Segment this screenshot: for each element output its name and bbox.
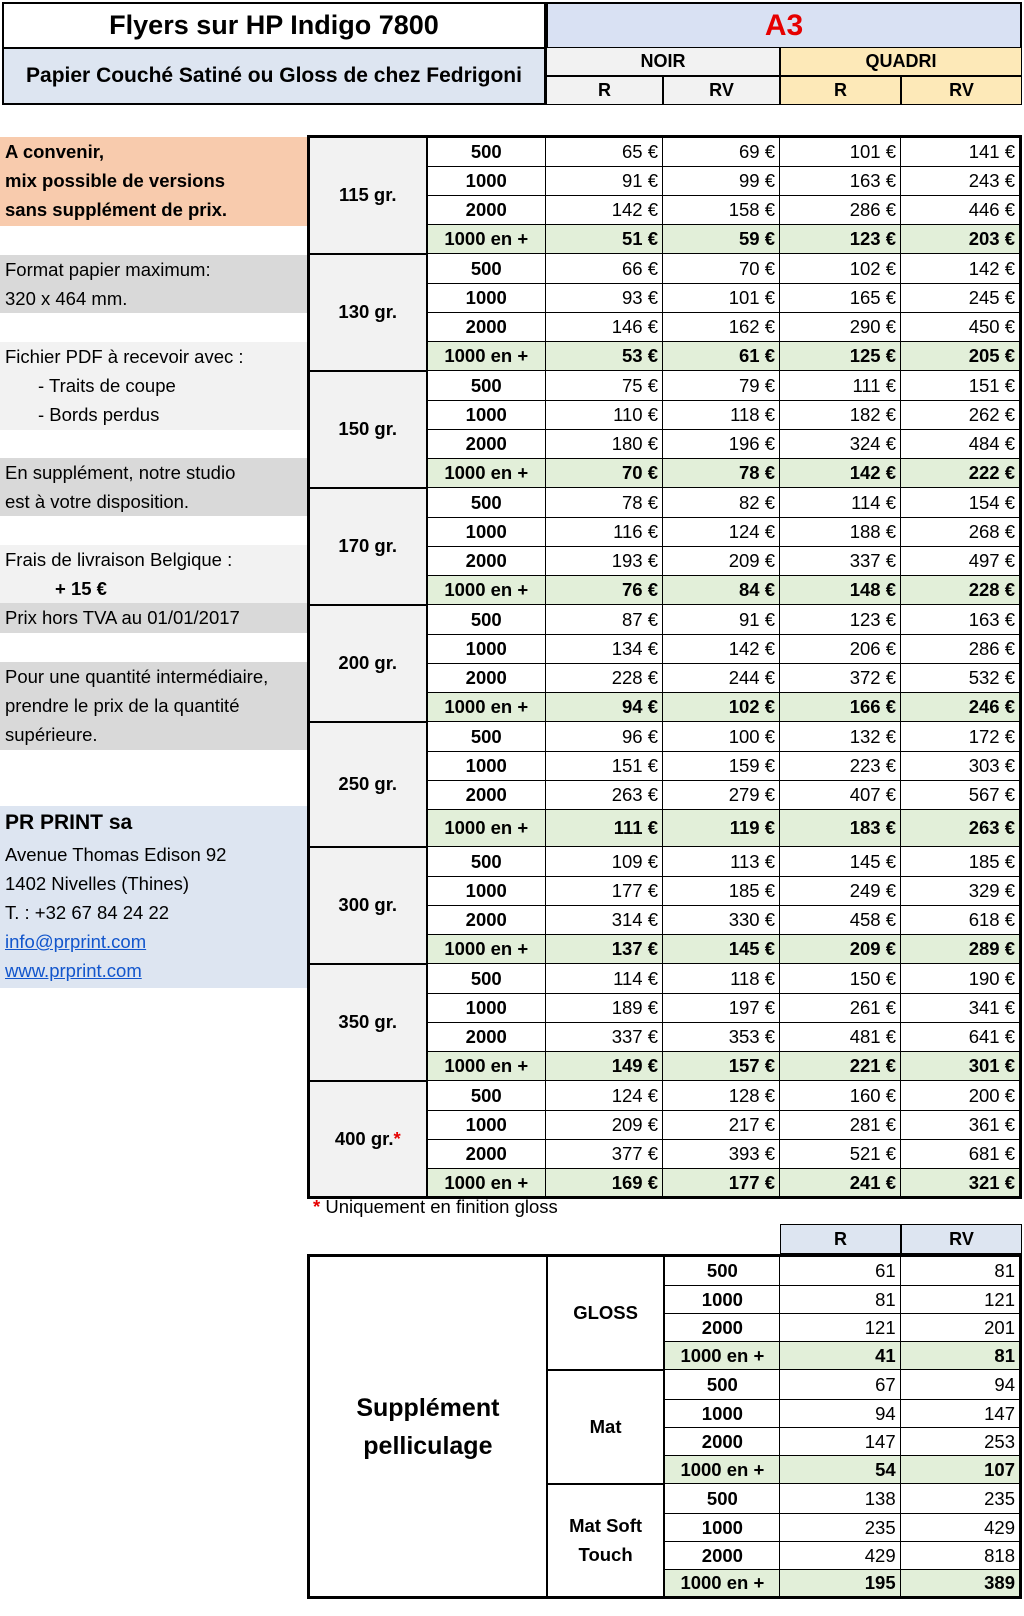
price-cell: 321 € xyxy=(901,1169,1021,1198)
finish-label: Mat xyxy=(547,1370,665,1484)
price-cell: 93 € xyxy=(546,284,663,313)
price-cell: 314 € xyxy=(546,906,663,935)
price-cell: 113 € xyxy=(663,847,780,877)
price-cell: 303 € xyxy=(901,752,1021,781)
quantity-cell: 1000 xyxy=(427,877,546,906)
price-cell: 141 € xyxy=(901,137,1021,167)
supplement-cell: 41 xyxy=(780,1342,900,1370)
price-cell: 290 € xyxy=(780,313,901,342)
price-cell: 228 € xyxy=(546,664,663,693)
price-cell: 123 € xyxy=(780,225,901,254)
price-row xyxy=(309,1081,1021,1111)
quantity-cell: 2000 xyxy=(427,196,546,225)
price-cell: 124 € xyxy=(663,518,780,547)
quantity-cell: 2000 xyxy=(427,1023,546,1052)
quantity-cell: 1000 xyxy=(664,1514,779,1542)
quantity-cell: 1000 en + xyxy=(427,1052,546,1081)
price-cell: 193 € xyxy=(546,547,663,576)
price-cell: 183 € xyxy=(780,810,901,847)
price-cell: 222 € xyxy=(901,459,1021,488)
quadri-header: QUADRI xyxy=(780,47,1022,76)
price-cell: 76 € xyxy=(546,576,663,605)
price-cell: 70 € xyxy=(546,459,663,488)
price-cell: 102 € xyxy=(663,693,780,722)
weight-label: 130 gr. xyxy=(309,254,427,371)
price-cell: 114 € xyxy=(546,964,663,994)
website-link[interactable]: www.prprint.com xyxy=(5,960,142,981)
price-cell: 172 € xyxy=(901,722,1021,752)
price-cell: 497 € xyxy=(901,547,1021,576)
quantity-cell: 1000 xyxy=(427,994,546,1023)
quantity-cell: 1000 en + xyxy=(664,1456,779,1484)
format-label: A3 xyxy=(546,2,1022,49)
price-cell: 221 € xyxy=(780,1052,901,1081)
price-row xyxy=(309,722,1021,752)
quantity-cell: 2000 xyxy=(427,430,546,459)
email-link[interactable]: info@prprint.com xyxy=(5,931,147,952)
quantity-cell: 2000 xyxy=(664,1542,779,1570)
price-cell: 111 € xyxy=(546,810,663,847)
price-cell: 78 € xyxy=(663,459,780,488)
supplement-cell: 195 xyxy=(780,1570,900,1598)
price-cell: 100 € xyxy=(663,722,780,752)
quantity-cell: 2000 xyxy=(427,664,546,693)
price-cell: 142 € xyxy=(663,635,780,664)
price-cell: 209 € xyxy=(780,935,901,964)
price-cell: 110 € xyxy=(546,401,663,430)
price-cell: 263 € xyxy=(901,810,1021,847)
price-cell: 361 € xyxy=(901,1111,1021,1140)
supplement-cell: 81 xyxy=(900,1342,1020,1370)
quantity-cell: 1000 en + xyxy=(664,1570,779,1598)
price-cell: 53 € xyxy=(546,342,663,371)
weight-label: 300 gr. xyxy=(309,847,427,964)
finish-label: Mat Soft Touch xyxy=(547,1484,665,1598)
price-cell: 101 € xyxy=(780,137,901,167)
supplement-cell: 94 xyxy=(900,1370,1020,1400)
price-cell: 268 € xyxy=(901,518,1021,547)
page-title: Flyers sur HP Indigo 7800 xyxy=(2,2,546,49)
price-cell: 286 € xyxy=(901,635,1021,664)
price-cell: 263 € xyxy=(546,781,663,810)
price-cell: 372 € xyxy=(780,664,901,693)
studio-note: En supplément, notre studio est à votre disposition. xyxy=(0,458,307,516)
quadri-r-header: R xyxy=(780,76,901,105)
price-cell: 160 € xyxy=(780,1081,901,1111)
price-row xyxy=(309,254,1021,284)
price-cell: 481 € xyxy=(780,1023,901,1052)
price-cell: 163 € xyxy=(901,605,1021,635)
price-cell: 124 € xyxy=(546,1081,663,1111)
supplement-cell: 81 xyxy=(780,1286,900,1314)
price-cell: 149 € xyxy=(546,1052,663,1081)
price-cell: 286 € xyxy=(780,196,901,225)
quantity-cell: 2000 xyxy=(427,906,546,935)
noir-r-header: R xyxy=(546,76,663,105)
supplement-cell: 235 xyxy=(780,1514,900,1542)
supplement-cell: 429 xyxy=(900,1514,1020,1542)
supplement-cell: 147 xyxy=(900,1400,1020,1428)
price-row xyxy=(309,964,1021,994)
price-cell: 169 € xyxy=(546,1169,663,1198)
price-cell: 94 € xyxy=(546,693,663,722)
price-row xyxy=(309,847,1021,877)
price-row xyxy=(309,137,1021,167)
format-note: Format papier maximum: 320 x 464 mm. xyxy=(0,255,307,313)
price-cell: 407 € xyxy=(780,781,901,810)
supplement-cell: 81 xyxy=(900,1256,1020,1286)
quadri-rv-header: RV xyxy=(901,76,1022,105)
price-cell: 125 € xyxy=(780,342,901,371)
price-cell: 87 € xyxy=(546,605,663,635)
price-cell: 245 € xyxy=(901,284,1021,313)
price-cell: 289 € xyxy=(901,935,1021,964)
quantity-cell: 500 xyxy=(664,1484,779,1514)
quantity-cell: 2000 xyxy=(664,1314,779,1342)
price-cell: 114 € xyxy=(780,488,901,518)
intermediate-quantity-note: Pour une quantité intermédiaire, prendre le prix de la quantité supérieure. xyxy=(0,662,307,750)
price-cell: 151 € xyxy=(901,371,1021,401)
supplement-cell: 67 xyxy=(780,1370,900,1400)
price-row xyxy=(309,488,1021,518)
price-cell: 70 € xyxy=(663,254,780,284)
quantity-cell: 1000 en + xyxy=(427,935,546,964)
quantity-cell: 1000 en + xyxy=(427,459,546,488)
paper-subtitle: Papier Couché Satiné ou Gloss de chez Fedrigoni xyxy=(2,47,546,105)
price-cell: 484 € xyxy=(901,430,1021,459)
price-row xyxy=(309,371,1021,401)
company-name: PR PRINT sa xyxy=(5,811,133,834)
supplement-cell: 121 xyxy=(780,1314,900,1342)
price-cell: 96 € xyxy=(546,722,663,752)
quantity-cell: 1000 xyxy=(664,1400,779,1428)
price-cell: 377 € xyxy=(546,1140,663,1169)
supplement-cell: 429 xyxy=(780,1542,900,1570)
price-cell: 118 € xyxy=(663,401,780,430)
price-cell: 145 € xyxy=(780,847,901,877)
price-cell: 228 € xyxy=(901,576,1021,605)
price-cell: 142 € xyxy=(546,196,663,225)
price-cell: 200 € xyxy=(901,1081,1021,1111)
quantity-cell: 500 xyxy=(427,254,546,284)
price-cell: 79 € xyxy=(663,371,780,401)
quantity-cell: 500 xyxy=(427,605,546,635)
quantity-cell: 500 xyxy=(427,137,546,167)
price-cell: 123 € xyxy=(780,605,901,635)
price-table xyxy=(307,135,1022,1199)
price-cell: 458 € xyxy=(780,906,901,935)
price-cell: 65 € xyxy=(546,137,663,167)
supplement-cell: 389 xyxy=(900,1570,1020,1598)
lamination-title: Supplément pelliculage xyxy=(309,1256,547,1598)
price-cell: 262 € xyxy=(901,401,1021,430)
quantity-cell: 1000 en + xyxy=(427,693,546,722)
quantity-cell: 500 xyxy=(427,964,546,994)
supplement-cell: 121 xyxy=(900,1286,1020,1314)
price-cell: 159 € xyxy=(663,752,780,781)
price-cell: 142 € xyxy=(901,254,1021,284)
price-cell: 137 € xyxy=(546,935,663,964)
price-cell: 145 € xyxy=(663,935,780,964)
quantity-cell: 1000 en + xyxy=(427,810,546,847)
price-cell: 166 € xyxy=(780,693,901,722)
supplement-cell: 61 xyxy=(780,1256,900,1286)
quantity-cell: 500 xyxy=(427,1081,546,1111)
price-cell: 217 € xyxy=(663,1111,780,1140)
quantity-cell: 1000 en + xyxy=(664,1342,779,1370)
price-cell: 154 € xyxy=(901,488,1021,518)
price-cell: 119 € xyxy=(663,810,780,847)
price-cell: 301 € xyxy=(901,1052,1021,1081)
price-cell: 182 € xyxy=(780,401,901,430)
price-cell: 66 € xyxy=(546,254,663,284)
price-cell: 567 € xyxy=(901,781,1021,810)
supplement-cell: 54 xyxy=(780,1456,900,1484)
price-cell: 261 € xyxy=(780,994,901,1023)
price-cell: 142 € xyxy=(780,459,901,488)
price-cell: 209 € xyxy=(663,547,780,576)
quantity-cell: 2000 xyxy=(427,781,546,810)
quantity-cell: 500 xyxy=(664,1370,779,1400)
price-cell: 99 € xyxy=(663,167,780,196)
weight-label: 115 gr. xyxy=(309,137,427,254)
price-cell: 51 € xyxy=(546,225,663,254)
price-cell: 158 € xyxy=(663,196,780,225)
lamination-r-header: R xyxy=(780,1224,901,1254)
price-cell: 281 € xyxy=(780,1111,901,1140)
quantity-cell: 1000 en + xyxy=(427,576,546,605)
price-cell: 196 € xyxy=(663,430,780,459)
lamination-table xyxy=(307,1254,1022,1599)
quantity-cell: 1000 xyxy=(427,518,546,547)
price-cell: 189 € xyxy=(546,994,663,1023)
lamination-rv-header: RV xyxy=(901,1224,1022,1254)
quantity-cell: 1000 en + xyxy=(427,225,546,254)
supplement-cell: 94 xyxy=(780,1400,900,1428)
price-cell: 146 € xyxy=(546,313,663,342)
price-cell: 78 € xyxy=(546,488,663,518)
price-cell: 116 € xyxy=(546,518,663,547)
quantity-cell: 500 xyxy=(664,1256,779,1286)
quantity-cell: 2000 xyxy=(427,547,546,576)
noir-rv-header: RV xyxy=(663,76,780,105)
price-cell: 101 € xyxy=(663,284,780,313)
price-cell: 244 € xyxy=(663,664,780,693)
convenir-note: A convenir, mix possible de versions sans supplément de prix. xyxy=(0,137,307,226)
quantity-cell: 500 xyxy=(427,371,546,401)
price-cell: 450 € xyxy=(901,313,1021,342)
price-cell: 209 € xyxy=(546,1111,663,1140)
price-cell: 177 € xyxy=(546,877,663,906)
price-cell: 111 € xyxy=(780,371,901,401)
price-cell: 151 € xyxy=(546,752,663,781)
price-cell: 337 € xyxy=(780,547,901,576)
price-cell: 521 € xyxy=(780,1140,901,1169)
supplement-cell: 107 xyxy=(900,1456,1020,1484)
quantity-cell: 1000 en + xyxy=(427,1169,546,1198)
price-cell: 162 € xyxy=(663,313,780,342)
price-cell: 148 € xyxy=(780,576,901,605)
price-cell: 109 € xyxy=(546,847,663,877)
price-cell: 157 € xyxy=(663,1052,780,1081)
price-cell: 446 € xyxy=(901,196,1021,225)
quantity-cell: 1000 xyxy=(427,401,546,430)
price-cell: 180 € xyxy=(546,430,663,459)
company-contact: PR PRINT sa Avenue Thomas Edison 92 1402 Nivelles (Thines) T. : +32 67 84 24 22 info@prprint.com www.prprint.com xyxy=(0,806,307,988)
price-cell: 128 € xyxy=(663,1081,780,1111)
footnote: * Uniquement en finition gloss xyxy=(313,1196,558,1217)
price-cell: 188 € xyxy=(780,518,901,547)
quantity-cell: 1000 xyxy=(427,752,546,781)
supplement-cell: 235 xyxy=(900,1484,1020,1514)
price-cell: 61 € xyxy=(663,342,780,371)
price-cell: 337 € xyxy=(546,1023,663,1052)
price-cell: 102 € xyxy=(780,254,901,284)
price-row xyxy=(309,605,1021,635)
price-cell: 132 € xyxy=(780,722,901,752)
price-cell: 341 € xyxy=(901,994,1021,1023)
price-cell: 82 € xyxy=(663,488,780,518)
weight-label: 150 gr. xyxy=(309,371,427,488)
price-cell: 241 € xyxy=(780,1169,901,1198)
price-cell: 393 € xyxy=(663,1140,780,1169)
price-cell: 243 € xyxy=(901,167,1021,196)
supplement-cell: 201 xyxy=(900,1314,1020,1342)
price-cell: 165 € xyxy=(780,284,901,313)
supplement-cell: 253 xyxy=(900,1428,1020,1456)
quantity-cell: 2000 xyxy=(664,1428,779,1456)
weight-label: 170 gr. xyxy=(309,488,427,605)
price-cell: 641 € xyxy=(901,1023,1021,1052)
quantity-cell: 1000 en + xyxy=(427,342,546,371)
price-cell: 163 € xyxy=(780,167,901,196)
price-cell: 618 € xyxy=(901,906,1021,935)
price-cell: 353 € xyxy=(663,1023,780,1052)
weight-label: 350 gr. xyxy=(309,964,427,1081)
vat-note: Prix hors TVA au 01/01/2017 xyxy=(0,603,307,633)
weight-label: 250 gr. xyxy=(309,722,427,847)
noir-header: NOIR xyxy=(546,47,780,76)
price-cell: 118 € xyxy=(663,964,780,994)
quantity-cell: 500 xyxy=(427,488,546,518)
price-cell: 84 € xyxy=(663,576,780,605)
price-cell: 185 € xyxy=(663,877,780,906)
price-cell: 681 € xyxy=(901,1140,1021,1169)
price-cell: 324 € xyxy=(780,430,901,459)
lamination-row xyxy=(309,1256,1021,1286)
finish-label: GLOSS xyxy=(547,1256,665,1370)
supplement-cell: 818 xyxy=(900,1542,1020,1570)
pdf-note: Fichier PDF à recevoir avec : - Traits de coupe - Bords perdus xyxy=(0,342,307,430)
price-cell: 91 € xyxy=(663,605,780,635)
price-cell: 206 € xyxy=(780,635,901,664)
supplement-cell: 147 xyxy=(780,1428,900,1456)
price-cell: 91 € xyxy=(546,167,663,196)
quantity-cell: 2000 xyxy=(427,1140,546,1169)
price-cell: 205 € xyxy=(901,342,1021,371)
price-cell: 246 € xyxy=(901,693,1021,722)
price-cell: 69 € xyxy=(663,137,780,167)
quantity-cell: 1000 xyxy=(427,167,546,196)
price-cell: 75 € xyxy=(546,371,663,401)
price-cell: 185 € xyxy=(901,847,1021,877)
price-cell: 203 € xyxy=(901,225,1021,254)
delivery-note: Frais de livraison Belgique : + 15 € xyxy=(0,545,307,603)
price-cell: 279 € xyxy=(663,781,780,810)
weight-label: 400 gr.* xyxy=(309,1081,427,1198)
price-cell: 330 € xyxy=(663,906,780,935)
price-cell: 150 € xyxy=(780,964,901,994)
quantity-cell: 500 xyxy=(427,722,546,752)
price-cell: 329 € xyxy=(901,877,1021,906)
quantity-cell: 1000 xyxy=(427,635,546,664)
quantity-cell: 2000 xyxy=(427,313,546,342)
price-cell: 134 € xyxy=(546,635,663,664)
quantity-cell: 1000 xyxy=(427,284,546,313)
price-cell: 249 € xyxy=(780,877,901,906)
supplement-cell: 138 xyxy=(780,1484,900,1514)
weight-label: 200 gr. xyxy=(309,605,427,722)
quantity-cell: 1000 xyxy=(427,1111,546,1140)
price-cell: 223 € xyxy=(780,752,901,781)
price-cell: 59 € xyxy=(663,225,780,254)
price-cell: 197 € xyxy=(663,994,780,1023)
quantity-cell: 1000 xyxy=(664,1286,779,1314)
price-cell: 177 € xyxy=(663,1169,780,1198)
price-cell: 190 € xyxy=(901,964,1021,994)
quantity-cell: 500 xyxy=(427,847,546,877)
price-cell: 532 € xyxy=(901,664,1021,693)
